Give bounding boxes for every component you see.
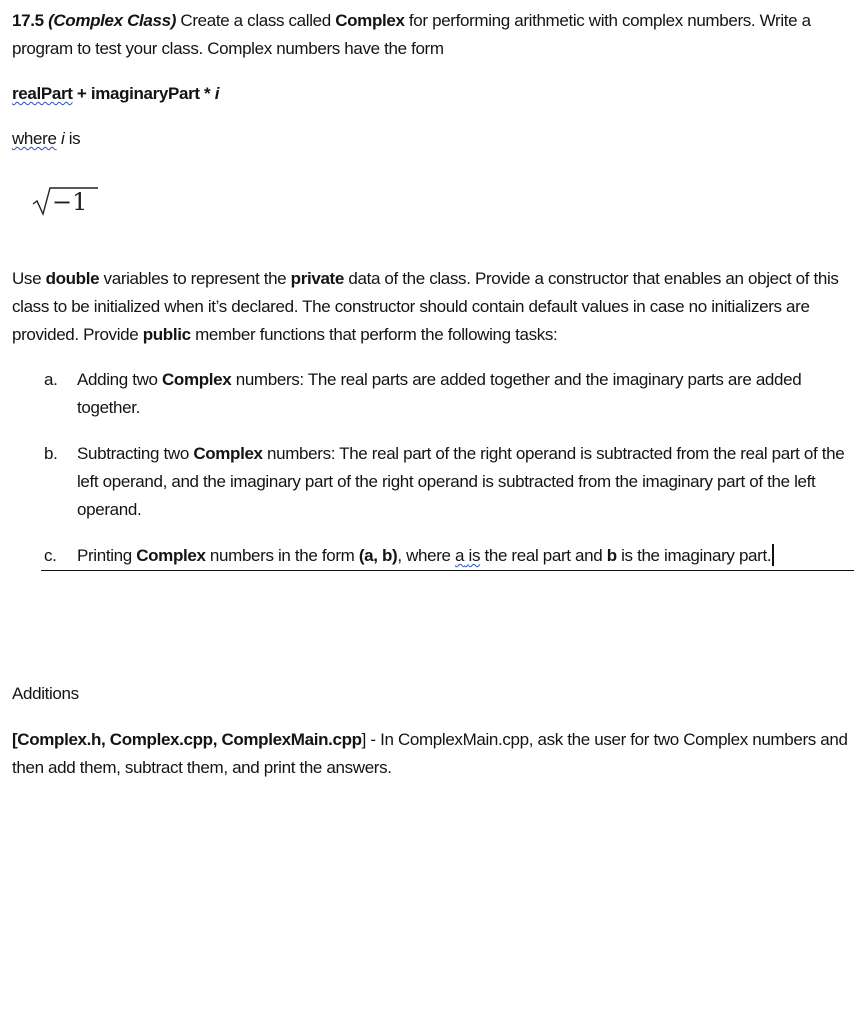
task-list xyxy=(0,366,867,570)
statement-text: Create a class called xyxy=(176,11,336,30)
additions-text: - In ComplexMain.cpp, ask the user for two Complex numbers and then add them, subtract them, and print the answers. xyxy=(12,730,848,777)
sqrt-minus-one-formula xyxy=(32,184,102,220)
list-text: numbers: The real part of the right operand is subtracted from the real part of the left operand, and the imaginary part of the right operand is subtracted from the imaginary part of the left operand. xyxy=(77,444,845,519)
closing-bracket: ] xyxy=(361,730,367,749)
horizontal-rule xyxy=(41,570,854,571)
paragraph-text: variables to represent the xyxy=(99,269,291,288)
spell-flag-a-is xyxy=(455,546,480,565)
class-requirements-paragraph xyxy=(12,265,853,349)
exercise-label: (Complex Class) xyxy=(48,11,177,30)
where-i: i xyxy=(60,129,65,148)
letter-b: b xyxy=(606,546,617,565)
list-item xyxy=(0,542,867,570)
list-item xyxy=(0,440,867,524)
where-line xyxy=(12,125,853,153)
letter-a: a xyxy=(455,546,465,565)
form-example: (a, b) xyxy=(358,546,398,565)
list-text: , where xyxy=(397,546,456,565)
list-text: Adding two xyxy=(77,370,162,389)
spell-flag-realpart: realPart xyxy=(12,84,73,103)
spell-flag-where: where xyxy=(12,129,57,148)
list-text: numbers in the form xyxy=(205,546,359,565)
paragraph-text: member functions that perform the following tasks: xyxy=(190,325,558,344)
list-text: Printing xyxy=(77,546,137,565)
statement-text: for performing arithmetic with complex numbers. Write a program to test your class. Complex numbers have the form xyxy=(12,11,811,58)
list-text: Subtracting two xyxy=(77,444,194,463)
text-cursor[interactable] xyxy=(772,544,774,566)
list-text: numbers: The real parts are added together and the imaginary parts are added together. xyxy=(77,370,802,417)
list-text: the real part and xyxy=(480,546,607,565)
keyword-complex: Complex xyxy=(136,546,206,565)
list-text: is the imaginary part. xyxy=(616,546,772,565)
formula-i: i xyxy=(214,84,220,103)
word-is: is xyxy=(468,546,481,565)
complex-form-formula xyxy=(12,80,853,108)
file-list: [Complex.h, Complex.cpp, ComplexMain.cpp xyxy=(12,730,362,749)
list-marker: a. xyxy=(44,370,58,389)
formula-middle: + imaginaryPart * xyxy=(72,84,215,103)
exercise-statement xyxy=(12,7,853,63)
paragraph-text: Use xyxy=(12,269,46,288)
additions-paragraph xyxy=(12,726,853,782)
keyword-complex: Complex xyxy=(162,370,232,389)
exercise-number: 17.5 xyxy=(12,11,44,30)
paragraph-text: data of the class. Provide a constructor that enables an object of this class to be initialized when it’s declared. The constructor should contain default values in case no initializers are provided. Provide xyxy=(12,269,839,344)
keyword-public: public xyxy=(142,325,191,344)
list-marker: c. xyxy=(44,546,57,565)
keyword-complex: Complex xyxy=(193,444,263,463)
radicand: −1 xyxy=(52,188,88,216)
keyword-double: double xyxy=(45,269,100,288)
keyword-private: private xyxy=(290,269,344,288)
list-item xyxy=(0,366,867,422)
additions-heading: Additions xyxy=(12,684,79,703)
class-name: Complex xyxy=(335,11,405,30)
list-marker: b. xyxy=(44,444,58,463)
where-rest: is xyxy=(64,129,81,148)
